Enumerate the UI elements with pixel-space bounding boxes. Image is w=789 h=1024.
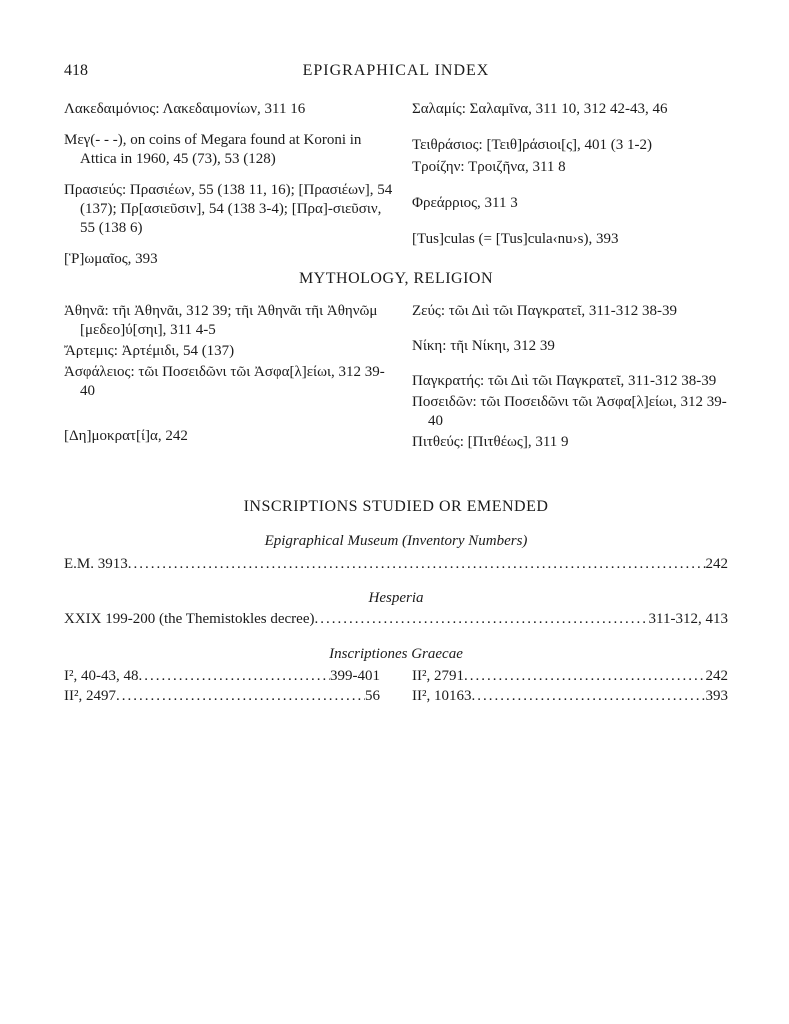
inscription-label: I², 40-43, 48 xyxy=(64,668,139,684)
inscription-pages: 56 xyxy=(365,688,380,704)
section-title-inscriptions: INSCRIPTIONS STUDIED OR EMENDED xyxy=(243,498,549,515)
inscription-row xyxy=(412,668,728,685)
inscription-row xyxy=(64,688,380,705)
index-entry: Φρεάρριος, 311 3 xyxy=(412,195,518,211)
subheading-inscriptiones-graecae: Inscriptiones Graecae xyxy=(329,646,463,662)
leader-dots xyxy=(464,668,706,685)
index-entry: Λακεδαιμόνιος: Λακεδαιμονίων, 311 16 xyxy=(64,101,306,117)
inscription-pages: 242 xyxy=(705,556,728,572)
inscription-label: II², 2497 xyxy=(64,688,116,704)
inscription-row xyxy=(64,611,728,628)
index-entry: Σαλαμίς: Σαλαμῖνα, 311 10, 312 42-43, 46 xyxy=(412,101,668,117)
subheading-hesperia: Hesperia xyxy=(368,590,424,606)
myth-index-right-column xyxy=(412,302,730,461)
index-entry: Ἀσφάλειος: τῶι Ποσειδῶνι τῶι Ἀσφα[λ]είωι, 312 39-40 xyxy=(64,364,385,399)
inscription-label: II², 2791 xyxy=(412,668,464,684)
index-entry: Παγκρατής: τῶι Διὶ τῶι Παγκρατεῖ, 311-312 38-39 xyxy=(412,373,717,389)
inscription-label: II², 10163 xyxy=(412,688,472,704)
inscription-pages: 393 xyxy=(705,688,728,704)
index-entry: Ἄρτεμις: Ἀρτέμιδι, 54 (137) xyxy=(64,343,235,359)
inscription-pages: 311-312, 413 xyxy=(648,611,728,627)
index-entry: Τειθράσιος: [Τειθ]ράσιοι[ς], 401 (3 1-2) xyxy=(412,137,653,153)
running-title: EPIGRAPHICAL INDEX xyxy=(302,62,490,79)
geo-index-left-column xyxy=(64,100,394,278)
section-title-mythology: MYTHOLOGY, RELIGION xyxy=(298,270,494,287)
index-entry: Πρασιεύς: Πρασιέων, 55 (138 11, 16); [Πρασιέων], 54 (137); Πρ[ασιεῦσιν], 54 (138 3-4); [Πρα]-σιεῦσιν, 55 (138 6) xyxy=(64,182,393,236)
inscription-row xyxy=(64,668,380,685)
myth-index-left-column xyxy=(64,302,394,455)
geo-index-right-column xyxy=(412,100,730,258)
index-entry: Πιτθεύς: [Πιτθέως], 311 9 xyxy=(412,434,569,450)
page-number: 418 xyxy=(64,62,88,79)
leader-dots xyxy=(472,688,706,705)
inscription-row xyxy=(412,688,728,705)
index-entry: Ζεύς: τῶι Διὶ τῶι Παγκρατεῖ, 311-312 38-39 xyxy=(412,303,678,319)
inscription-row xyxy=(64,556,728,573)
leader-dots xyxy=(139,668,331,685)
inscription-pages: 399-401 xyxy=(330,668,380,684)
page-header xyxy=(64,62,728,86)
subheading-epigraphical-museum: Epigraphical Museum (Inventory Numbers) xyxy=(264,533,528,549)
leader-dots xyxy=(314,611,648,628)
index-entry: [Ῥ]ωμαῖος, 393 xyxy=(64,251,158,267)
inscription-pages: 242 xyxy=(705,668,728,684)
inscription-label: XXIX 199-200 (the Themistokles decree) xyxy=(64,611,315,627)
index-entry: Ποσειδῶν: τῶι Ποσειδῶνι τῶι Ἀσφα[λ]είωι, 312 39-40 xyxy=(412,394,727,429)
index-entry: Μεγ(- - -), on coins of Megara found at Koroni in Attica in 1960, 45 (73), 53 (128) xyxy=(64,132,362,167)
index-entry: Τροίζην: Τροιζῆνα, 311 8 xyxy=(412,159,566,175)
index-entry: Ἀθηνᾶ: τῆι Ἀθηνᾶι, 312 39; τῆι Ἀθηνᾶι τῆι Ἀθηνῶμ [μεδεο]ύ[σηι], 311 4-5 xyxy=(64,303,378,338)
inscription-label: E.M. 3913 xyxy=(64,556,128,572)
index-entry: [Tus]culas (= [Tus]cula‹nu›s), 393 xyxy=(412,231,619,247)
leader-dots xyxy=(128,556,706,573)
index-entry: Νίκη: τῆι Νίκηι, 312 39 xyxy=(412,338,555,354)
index-entry: [Δη]μοκρατ[ί]α, 242 xyxy=(64,428,188,444)
leader-dots xyxy=(116,688,365,705)
